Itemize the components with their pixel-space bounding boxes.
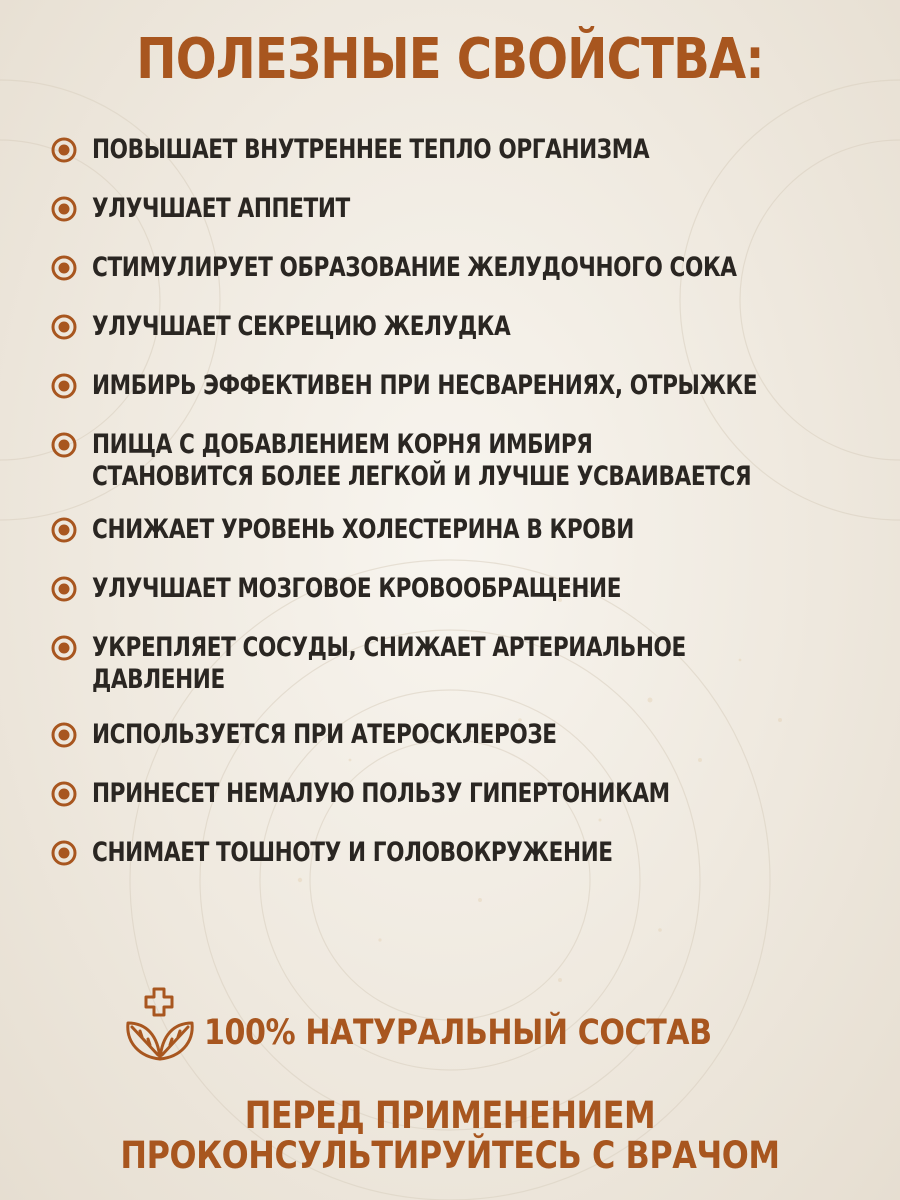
natural-composition-text: 100% НАТУРАЛЬНЫЙ СОСТАВ: [204, 1013, 712, 1053]
consult-doctor-warning: [0, 1096, 900, 1176]
benefit-item: [50, 632, 834, 696]
benefit-text-line: ДАВЛЕНИЕ: [92, 664, 225, 695]
circle-dot-icon: [50, 516, 78, 544]
benefit-text: [92, 719, 673, 751]
leaf-cross-icon: [120, 985, 200, 1065]
natural-composition-badge: [120, 985, 794, 1065]
benefit-item: [50, 514, 769, 546]
benefit-item: [50, 252, 898, 284]
benefit-item: [50, 573, 753, 605]
page-title: ПОЛЕЗНЫЕ СВОЙСТВА:: [136, 27, 764, 92]
benefit-text-line: СТАНОВИТСЯ БОЛЕЕ ЛЕГКОЙ И ЛУЧШЕ УСВАИВАЕТСЯ: [92, 461, 752, 492]
benefit-item: [50, 193, 414, 225]
warning-line-2: ПРОКОНСУЛЬТИРУЙТЕСЬ С ВРАЧОМ: [120, 1134, 780, 1177]
benefit-text: [92, 311, 615, 343]
circle-dot-icon: [50, 313, 78, 341]
benefit-text-line: СТИМУЛИРУЕТ ОБРАЗОВАНИЕ ЖЕЛУДОЧНОГО СОКА: [92, 252, 737, 283]
benefit-item: [50, 370, 900, 402]
benefit-item: [50, 311, 615, 343]
benefit-item: [50, 837, 743, 869]
circle-dot-icon: [50, 839, 78, 867]
benefit-text-line: ПРИНЕСЕТ НЕМАЛУЮ ПОЛЬЗУ ГИПЕРТОНИКАМ: [92, 778, 670, 809]
benefit-text-line: ИМБИРЬ ЭФФЕКТИВЕН ПРИ НЕСВАРЕНИЯХ, ОТРЫЖКЕ: [92, 370, 758, 401]
circle-dot-icon: [50, 721, 78, 749]
benefit-text-line: ПОВЫШАЕТ ВНУТРЕННЕЕ ТЕПЛО ОРГАНИЗМА: [92, 134, 650, 165]
benefit-text: [92, 193, 414, 225]
circle-dot-icon: [50, 195, 78, 223]
benefit-text-line: СНИМАЕТ ТОШНОТУ И ГОЛОВОКРУЖЕНИЕ: [92, 837, 613, 868]
benefit-text: [92, 429, 900, 493]
circle-dot-icon: [50, 372, 78, 400]
circle-dot-icon: [50, 575, 78, 603]
benefit-text: [92, 632, 834, 696]
benefit-text-line: УЛУЧШАЕТ МОЗГОВОЕ КРОВООБРАЩЕНИЕ: [92, 573, 622, 604]
benefit-text: [92, 514, 769, 546]
benefit-text-line: УЛУЧШАЕТ СЕКРЕЦИЮ ЖЕЛУДКА: [92, 311, 511, 342]
benefit-text-line: ИСПОЛЬЗУЕТСЯ ПРИ АТЕРОСКЛЕРОЗЕ: [92, 719, 557, 750]
circle-dot-icon: [50, 254, 78, 282]
benefit-text-line: ПИЩА С ДОБАВЛЕНИЕМ КОРНЯ ИМБИРЯ: [92, 429, 593, 460]
benefit-item: [50, 778, 814, 810]
benefit-text-line: СНИЖАЕТ УРОВЕНЬ ХОЛЕСТЕРИНА В КРОВИ: [92, 514, 634, 545]
circle-dot-icon: [50, 634, 78, 662]
warning-line-1: ПЕРЕД ПРИМЕНЕНИЕМ: [244, 1094, 656, 1137]
benefit-text: [92, 573, 753, 605]
benefit-text: [92, 778, 814, 810]
benefit-item: [50, 134, 788, 166]
benefit-text: [92, 252, 898, 284]
benefit-text-line: УКРЕПЛЯЕТ СОСУДЫ, СНИЖАЕТ АРТЕРИАЛЬНОЕ: [92, 632, 686, 663]
circle-dot-icon: [50, 136, 78, 164]
benefit-item: [50, 429, 900, 493]
benefit-text: [92, 837, 743, 869]
benefit-text: [92, 370, 900, 402]
circle-dot-icon: [50, 431, 78, 459]
benefit-text: [92, 134, 788, 166]
benefit-text-line: УЛУЧШАЕТ АППЕТИТ: [92, 193, 350, 224]
circle-dot-icon: [50, 780, 78, 808]
benefit-item: [50, 719, 673, 751]
